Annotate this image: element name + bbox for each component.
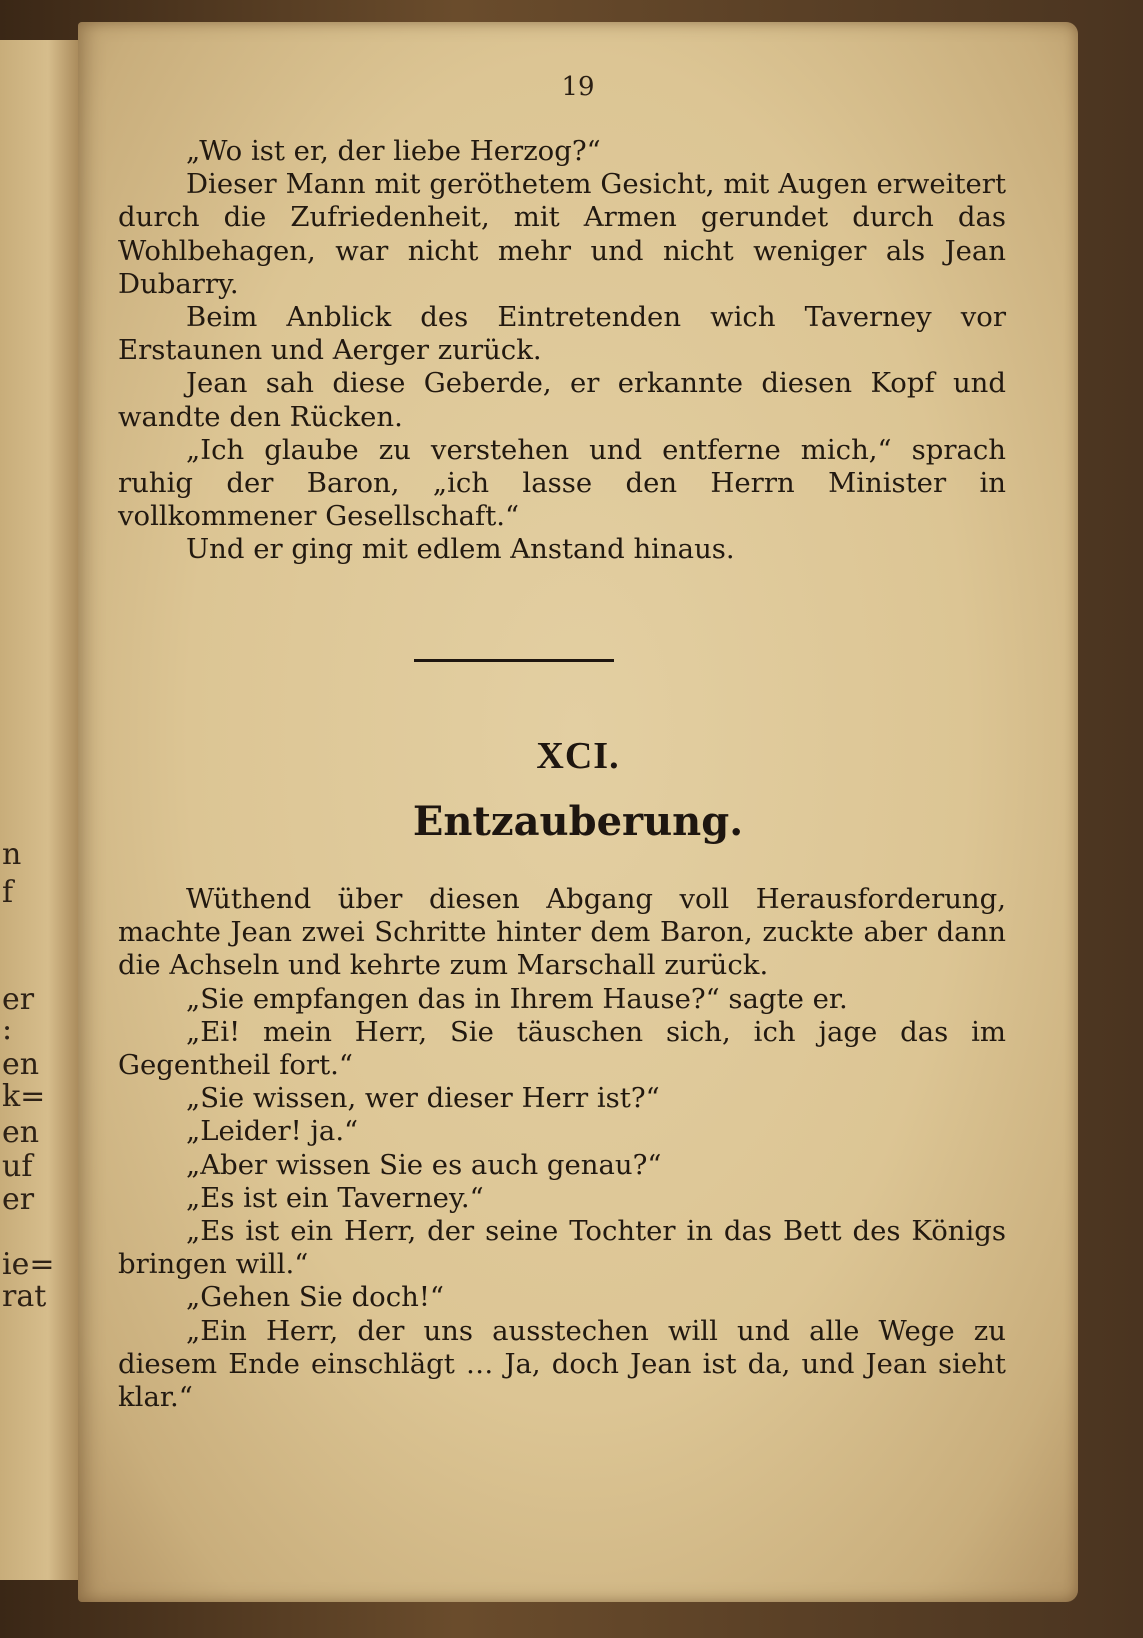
paragraph: „Es ist ein Taverney.“ (186, 1181, 484, 1214)
paragraph: „Ich glaube zu verstehen und entferne mich,“ sprach ruhig der Baron, „ich lasse den Herrn Minister in vollkommener Gesellschaft.“ (118, 433, 1006, 533)
paragraph: Und er ging mit edlem Anstand hinaus. (186, 533, 735, 566)
paragraph: „Aber wissen Sie es auch genau?“ (186, 1148, 662, 1181)
left-page-text-fragment: ie= (2, 1247, 55, 1282)
book-page (78, 22, 1078, 1602)
chapter-number: XCI. (536, 735, 620, 777)
paragraph: „Leider! ja.“ (186, 1115, 359, 1148)
left-page-text-fragment: n (2, 837, 22, 872)
left-page-text-fragment: f (2, 875, 14, 910)
left-page-text-fragment: en (2, 1115, 40, 1150)
paragraph: Jean sah diese Geberde, er erkannte diesen Kopf und wandte den Rücken. (118, 367, 1006, 433)
paragraph: „Ein Herr, der uns ausstechen will und alle Wege zu diesem Ende einschlägt … Ja, doch Jean ist da, und Jean sieht klar.“ (118, 1314, 1006, 1414)
left-page-text-fragment: en (2, 1047, 40, 1082)
left-page-text-fragment: : (2, 1012, 13, 1047)
left-page-text-fragment: uf (2, 1149, 33, 1184)
paragraph: „Gehen Sie doch!“ (186, 1281, 444, 1314)
paragraph: Beim Anblick des Eintretenden wich Taverney vor Erstaunen und Aerger zurück. (118, 301, 1006, 367)
chapter-title: Entzauberung. (412, 798, 744, 845)
paragraph: Dieser Mann mit geröthetem Gesicht, mit Augen erweitert durch die Zufriedenheit, mit Armen gerundet durch das Wohlbehagen, war nicht mehr und nicht weniger als Jean Dubarry. (118, 168, 1006, 300)
left-page-text-fragment: er (2, 1182, 35, 1217)
page-number: 19 (561, 72, 595, 102)
section-divider (414, 659, 614, 662)
paragraph: „Wo ist er, der liebe Herzog?“ (186, 135, 601, 167)
paragraph: Wüthend über diesen Abgang voll Herausforderung, machte Jean zwei Schritte hinter dem Baron, zuckte aber dann die Achseln und kehrte zum Marschall zurück. (118, 883, 1006, 982)
paragraph: „Sie empfangen das in Ihrem Hause?“ sagte er. (186, 982, 848, 1015)
left-page-edge (0, 40, 83, 1580)
left-page-text-fragment: k= (2, 1079, 46, 1114)
left-page-text-fragment: rat (2, 1279, 47, 1314)
top-text-block (118, 135, 1006, 567)
paragraph: „Ei! mein Herr, Sie täuschen sich, ich jage das im Gegentheil fort.“ (118, 1015, 1006, 1082)
bottom-text-block (118, 883, 1006, 1414)
paragraph: „Sie wissen, wer dieser Herr ist?“ (186, 1082, 660, 1115)
paragraph: „Es ist ein Herr, der seine Tochter in das Bett des Königs bringen will.“ (118, 1215, 1006, 1281)
left-page-text-fragment: er (2, 982, 35, 1017)
